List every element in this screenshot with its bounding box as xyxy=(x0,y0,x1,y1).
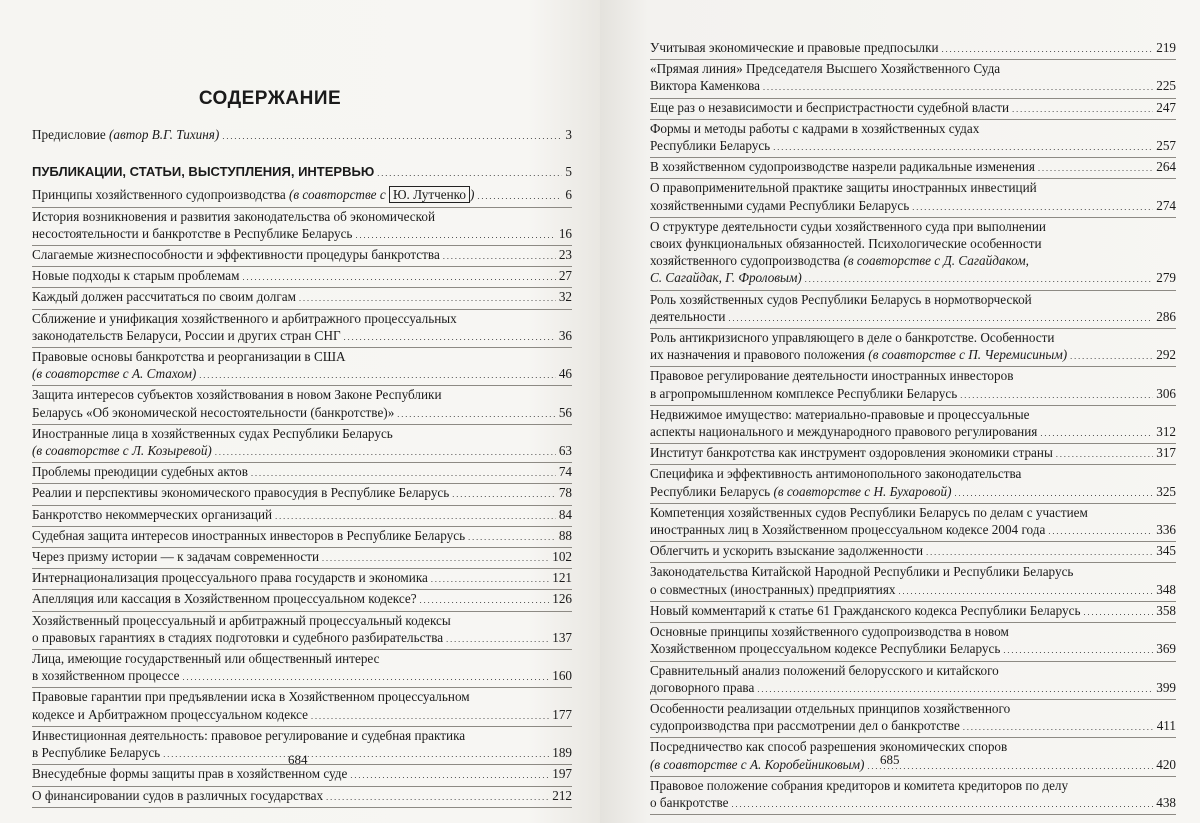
dot-leader xyxy=(960,385,1153,404)
entry-line: Компетенция хозяйственных судов Республики Беларусь по делам с участием xyxy=(650,504,1088,520)
entry-line: Специфика и эффективность антимонопольного законодательства xyxy=(650,466,1022,482)
entry-text: Реалии и перспективы экономического правосудия в Республике Беларусь xyxy=(32,485,450,501)
entry-page: 121 xyxy=(552,570,572,586)
toc-entry xyxy=(650,329,1176,367)
page-number: 685 xyxy=(880,752,900,767)
entry-line: своих функциональных обязанностей. Психологические особенности xyxy=(650,236,1042,252)
entry-line: «Прямая линия» Председателя Высшего Хозяйственного Суда xyxy=(650,61,1001,77)
entry-note: (в соавторстве с Л. Козыревой) xyxy=(32,443,212,459)
dot-leader xyxy=(242,267,555,286)
entry-text: В хозяйственном судопроизводстве назрели радикальные изменения xyxy=(650,159,1035,175)
entry-text: Слагаемые жизнеспособности и эффективности процедуры банкротства xyxy=(32,247,440,263)
entry-line: Основные принципы хозяйственного судопроизводства в новом xyxy=(650,624,1009,640)
entry-text: о правовых гарантиях в стадиях подготовки и судебного разбирательства xyxy=(32,629,444,645)
entry-page: 358 xyxy=(1156,602,1176,618)
entry-page: 46 xyxy=(558,366,572,382)
entry-text: Облегчить и ускорить взыскание задолженности xyxy=(650,543,924,559)
toc-entry xyxy=(650,120,1176,158)
toc-entry xyxy=(650,542,1176,563)
entry-line: О структуре деятельности судьи хозяйственного суда при выполнении xyxy=(650,218,1046,234)
entry-text: хозяйственными судами Республики Беларусь xyxy=(650,197,910,213)
dot-leader xyxy=(899,581,1154,600)
entry-page: 438 xyxy=(1156,794,1176,810)
entry-note: ) xyxy=(469,187,475,203)
entry-page: 84 xyxy=(558,506,572,522)
entry-text: Банкротство некоммерческих организаций xyxy=(32,506,273,522)
toc-entry xyxy=(32,463,572,484)
toc-entry xyxy=(32,186,572,207)
toc-right-entries xyxy=(650,39,1176,815)
toc-entry xyxy=(650,738,1176,776)
entry-line: Сравнительный анализ положений белорусского и китайского xyxy=(650,662,999,678)
dot-leader xyxy=(397,404,556,423)
toc-entry xyxy=(650,777,1176,815)
entry-line: Формы и методы работы с кадрами в хозяйственных судах xyxy=(650,120,980,136)
entry-note: (в соавторстве с Н. Бухаровой) xyxy=(773,483,952,499)
entry-text: Еще раз о независимости и беспристрастности судебной власти xyxy=(650,99,1010,115)
entry-line xyxy=(650,252,1176,269)
dot-leader xyxy=(1003,640,1153,659)
entry-text: Внесудебные формы защиты прав в хозяйственном суде xyxy=(32,766,348,782)
dot-leader xyxy=(452,484,556,503)
entry-text: хозяйственного судопроизводства xyxy=(650,253,844,269)
entry-page: 292 xyxy=(1156,347,1176,363)
entry-page: 88 xyxy=(558,527,572,543)
dot-leader xyxy=(431,569,549,588)
entry-page: 6 xyxy=(565,187,572,203)
dot-leader xyxy=(350,765,549,784)
dot-leader xyxy=(199,365,556,384)
toc-entry xyxy=(32,425,572,463)
entry-page: 137 xyxy=(552,629,572,645)
toc-entry xyxy=(650,504,1176,542)
toc-entry xyxy=(32,612,572,650)
page-title: СОДЕРЖАНИЕ xyxy=(198,88,342,109)
entry-text: Беларусь «Об экономической несостоятельности (банкротстве)» xyxy=(32,404,395,420)
entry-line: Иностранные лица в хозяйственных судах Республики Беларусь xyxy=(32,425,393,441)
entry-note: (автор В.Г. Тихиня) xyxy=(109,127,220,142)
toc-entry xyxy=(32,527,572,548)
entry-page: 102 xyxy=(552,549,572,565)
toc-entry xyxy=(650,563,1176,601)
entry-text: Хозяйственном процессуальном кодексе Республики Беларусь xyxy=(650,641,1001,657)
entry-text: в Республике Беларусь xyxy=(32,745,161,761)
entry-line: Роль хозяйственных судов Республики Беларусь в нормотворческой xyxy=(650,291,1032,307)
toc-section-heading xyxy=(32,163,572,182)
entry-text: несостоятельности и банкротстве в Республике Беларусь xyxy=(32,225,353,241)
toc-left-entries xyxy=(32,186,572,807)
dot-leader xyxy=(757,679,1153,698)
entry-line: Правовое регулирование деятельности иностранных инвесторов xyxy=(650,368,1014,384)
dot-leader xyxy=(867,756,1153,775)
toc-entry xyxy=(32,208,572,246)
entry-page: 257 xyxy=(1156,138,1176,154)
entry-page: 27 xyxy=(558,268,572,284)
entry-note: (в соавторстве с А. Коробейниковым) xyxy=(650,756,865,772)
entry-text: Через призму истории — к задачам современности xyxy=(32,549,320,565)
entry-page: 345 xyxy=(1156,543,1176,559)
dot-leader xyxy=(1070,346,1153,365)
entry-page: 126 xyxy=(552,591,572,607)
dot-leader xyxy=(1040,423,1153,442)
entry-text: Каждый должен рассчитаться по своим долгам xyxy=(32,289,296,305)
entry-text: кодексе и Арбитражном процессуальном кодексе xyxy=(32,706,309,722)
entry-page: 74 xyxy=(558,464,572,480)
dot-leader xyxy=(805,269,1153,288)
toc-entry xyxy=(32,288,572,309)
dot-leader xyxy=(1056,444,1153,463)
toc-entry xyxy=(650,465,1176,503)
entry-note: (в соавторстве с xyxy=(289,187,389,203)
entry-text: Институт банкротства как инструмент оздоровления экономики страны xyxy=(650,445,1053,461)
dot-leader xyxy=(443,246,556,265)
dot-leader xyxy=(1048,521,1153,540)
entry-line: Недвижимое имущество: материально-правовые и процессуальные xyxy=(650,406,1030,422)
entry-line: Защита интересов субъектов хозяйствования в новом Законе Республики xyxy=(32,387,442,403)
dot-leader xyxy=(912,197,1153,216)
entry-note: (в соавторстве с А. Стахом) xyxy=(32,366,197,382)
toc-entry xyxy=(32,267,572,288)
entry-page: 420 xyxy=(1156,756,1176,772)
entry-page: 197 xyxy=(552,766,572,782)
entry-text: их назначения и правового положения xyxy=(650,347,869,363)
toc-entry xyxy=(650,39,1176,60)
entry-page: 411 xyxy=(1156,718,1176,734)
entry-text: Принципы хозяйственного судопроизводства xyxy=(32,187,290,203)
entry-text: Республики Беларусь xyxy=(650,138,771,154)
dot-leader xyxy=(446,629,549,648)
entry-page: 274 xyxy=(1156,197,1176,213)
entry-text: аспекты национального и международного правового регулирования xyxy=(650,424,1038,440)
dot-leader xyxy=(773,137,1153,156)
entry-line: Лица, имеющие государственный или общественный интерес xyxy=(32,651,380,667)
entry-page: 160 xyxy=(552,668,572,684)
entry-text: Новые подходы к старым проблемам xyxy=(32,268,240,284)
dot-leader xyxy=(942,39,1154,58)
entry-text: Виктора Каменкова xyxy=(650,78,760,94)
right-page xyxy=(600,0,1200,823)
toc-right xyxy=(650,39,1176,815)
toc-entry xyxy=(32,569,572,590)
entry-text: судопроизводства при рассмотрении дел о банкротстве xyxy=(650,718,960,734)
dot-leader xyxy=(729,308,1154,327)
entry-page: 56 xyxy=(558,404,572,420)
dot-leader xyxy=(377,163,562,182)
dot-leader xyxy=(963,717,1154,736)
entry-text: о совместных (иностранных) предприятиях xyxy=(650,581,896,597)
toc-entry xyxy=(650,367,1176,405)
entry-page: 177 xyxy=(552,706,572,722)
toc-entry xyxy=(32,386,572,424)
entry-page: 63 xyxy=(558,443,572,459)
entry-page: 369 xyxy=(1156,641,1176,657)
entry-page: 16 xyxy=(558,225,572,241)
dot-leader xyxy=(1084,602,1154,621)
toc-entry xyxy=(650,623,1176,661)
entry-line: Посредничество как способ разрешения экономических споров xyxy=(650,739,1008,755)
dot-leader xyxy=(1012,99,1153,118)
toc-entry-preface xyxy=(32,126,572,145)
entry-text: договорного права xyxy=(650,679,755,695)
dot-leader xyxy=(182,667,549,686)
dot-leader xyxy=(468,527,556,546)
dot-leader xyxy=(731,794,1153,813)
entry-divider xyxy=(650,814,1176,815)
entry-line: Правовые гарантии при предъявлении иска в Хозяйственном процессуальном xyxy=(32,689,470,705)
toc-entry xyxy=(650,218,1176,291)
dot-leader xyxy=(299,288,556,307)
entry-line: Инвестиционная деятельность: правовое регулирование и судебная практика xyxy=(32,727,466,743)
entry-page: 189 xyxy=(552,745,572,761)
dot-leader xyxy=(326,787,549,806)
toc-entry xyxy=(650,158,1176,179)
dot-leader xyxy=(355,225,555,244)
entry-page: 32 xyxy=(558,289,572,305)
entry-page: 225 xyxy=(1156,78,1176,94)
toc-entry xyxy=(32,506,572,527)
dot-leader xyxy=(477,186,562,205)
page-number: 684 xyxy=(288,752,308,767)
entry-text: Предисловие xyxy=(32,127,110,142)
toc-entry xyxy=(650,444,1176,465)
entry-page: 219 xyxy=(1156,40,1176,55)
dot-leader xyxy=(251,463,556,482)
coauthor-box: Ю. Лутченко xyxy=(389,186,470,203)
entry-page: 306 xyxy=(1156,385,1176,401)
toc-entry xyxy=(32,650,572,688)
dot-leader xyxy=(420,590,550,609)
entry-text: Республики Беларусь xyxy=(650,483,774,499)
entry-page: 399 xyxy=(1156,679,1176,695)
entry-text: законодательств Беларуси, России и других стран СНГ xyxy=(32,327,341,343)
section-page: 5 xyxy=(565,164,572,180)
entry-line: Хозяйственный процессуальный и арбитражный процессуальный кодексы xyxy=(32,612,451,628)
toc-entry xyxy=(650,99,1176,120)
entry-page: 279 xyxy=(1156,270,1176,286)
entry-text: Проблемы преюдиции судебных актов xyxy=(32,464,248,480)
dot-leader xyxy=(344,327,556,346)
entry-line: О правоприменительной практике защиты иностранных инвестиций xyxy=(650,180,1037,196)
toc-entry xyxy=(650,406,1176,444)
entry-text: Судебная защита интересов иностранных инвесторов в Республике Беларусь xyxy=(32,527,466,543)
entry-line: Сближение и унификация хозяйственного и арбитражного процессуальных xyxy=(32,310,457,326)
toc-entry xyxy=(32,548,572,569)
entry-page: 325 xyxy=(1156,483,1176,499)
entry-note: (в соавторстве с Д. Сагайдаком, xyxy=(843,253,1029,269)
entry-page: 3 xyxy=(565,127,572,142)
toc-entry xyxy=(650,179,1176,217)
entry-text: Интернационализация процессуального права государств и экономика xyxy=(32,570,428,586)
entry-text: Новый комментарий к статье 61 Гражданского кодекса Республики Беларусь xyxy=(650,602,1081,618)
entry-text: О финансировании судов в различных государствах xyxy=(32,787,324,803)
entry-line: История возникновения и развития законодательства об экономической xyxy=(32,208,436,224)
section-text: ПУБЛИКАЦИИ, СТАТЬИ, ВЫСТУПЛЕНИЯ, ИНТЕРВЬЮ xyxy=(32,164,375,180)
dot-leader xyxy=(275,506,556,525)
entry-text: Учитывая экономические и правовые предпосылки xyxy=(650,40,939,55)
toc-entry xyxy=(32,246,572,267)
entry-text: деятельности xyxy=(650,308,726,324)
toc-entry xyxy=(650,602,1176,623)
entry-page: 212 xyxy=(552,787,572,803)
entry-line: Правовые основы банкротства и реорганизации в США xyxy=(32,349,346,365)
toc-entry xyxy=(32,787,572,808)
entry-page: 312 xyxy=(1156,424,1176,440)
entry-line: Роль антикризисного управляющего в деле о банкротстве. Особенности xyxy=(650,330,1055,346)
entry-page: 78 xyxy=(558,485,572,501)
dot-leader xyxy=(954,483,1153,502)
dot-leader xyxy=(222,126,562,145)
entry-page: 247 xyxy=(1156,99,1176,115)
dot-leader xyxy=(322,548,549,567)
toc-left xyxy=(32,126,572,808)
entry-page: 264 xyxy=(1156,159,1176,175)
toc-entry xyxy=(650,60,1176,98)
entry-line: Особенности реализации отдельных принципов хозяйственного xyxy=(650,700,1011,716)
entry-text: в хозяйственном процессе xyxy=(32,668,180,684)
entry-text: в агропромышленном комплексе Республики Беларусь xyxy=(650,385,958,401)
toc-entry xyxy=(32,765,572,786)
entry-line: Законодательства Китайской Народной Республики и Республики Беларусь xyxy=(650,564,1074,580)
toc-entry xyxy=(32,688,572,726)
dot-leader xyxy=(1038,158,1153,177)
toc-entry xyxy=(650,662,1176,700)
dot-leader xyxy=(926,542,1153,561)
toc-entry xyxy=(650,291,1176,329)
toc-entry xyxy=(650,700,1176,738)
entry-page: 336 xyxy=(1156,522,1176,538)
entry-page: 348 xyxy=(1156,581,1176,597)
entry-page: 36 xyxy=(558,327,572,343)
toc-entry xyxy=(32,590,572,611)
dot-leader xyxy=(763,77,1153,96)
entry-page: 286 xyxy=(1156,308,1176,324)
toc-entry xyxy=(32,484,572,505)
entry-text: Апелляция или кассация в Хозяйственном процессуальном кодексе? xyxy=(32,591,417,607)
toc-entry xyxy=(32,310,572,348)
entry-text: о банкротстве xyxy=(650,794,729,810)
entry-line: Правовое положение собрания кредиторов и комитета кредиторов по делу xyxy=(650,777,1069,793)
entry-note: (в соавторстве с П. Черемисиным) xyxy=(868,347,1068,363)
dot-leader xyxy=(215,442,556,461)
entry-page: 23 xyxy=(558,247,572,263)
entry-page: 317 xyxy=(1156,445,1176,461)
entry-note: С. Сагайдак, Г. Фроловым) xyxy=(650,270,802,286)
entry-text: иностранных лиц в Хозяйственном процессуальном кодексе 2004 года xyxy=(650,522,1046,538)
dot-leader xyxy=(311,706,549,725)
dot-leader xyxy=(163,744,549,763)
entry-divider xyxy=(32,807,572,808)
toc-entry xyxy=(32,348,572,386)
